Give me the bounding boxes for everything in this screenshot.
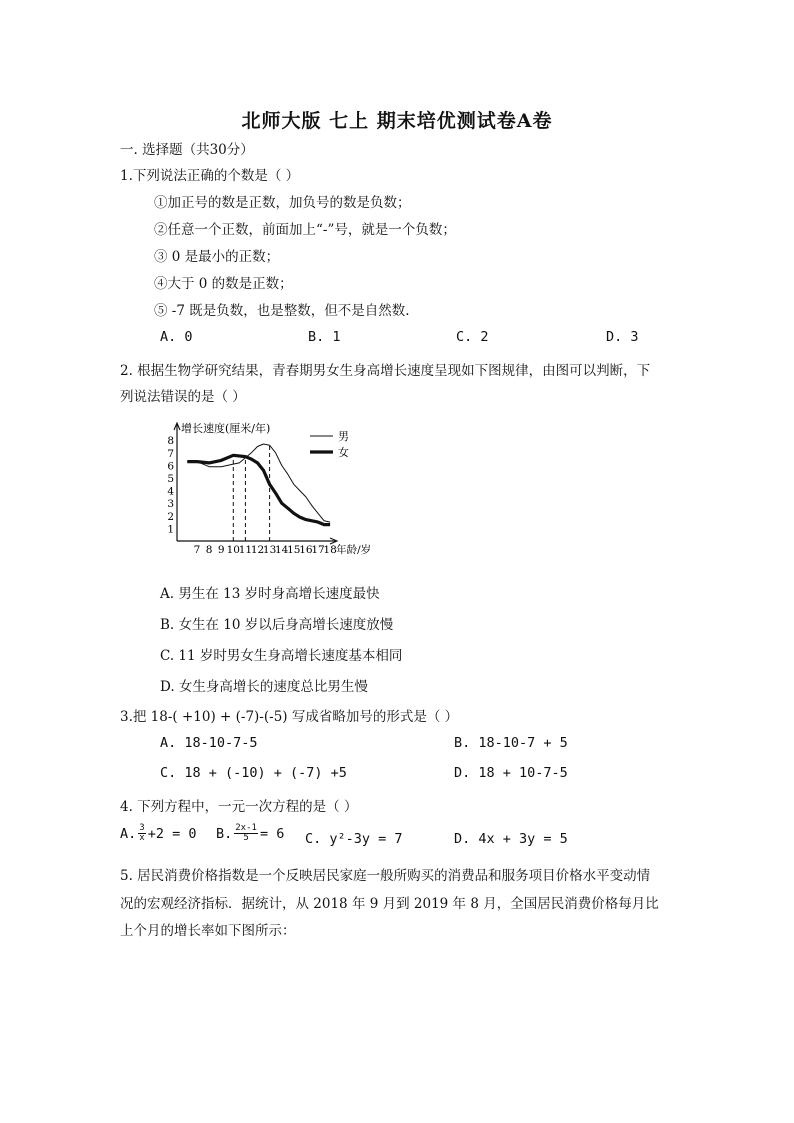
x-tick-label: 8	[205, 544, 213, 556]
y-tick-label: 5	[167, 473, 174, 485]
q2-option-a[interactable]: A. 男生在 13 岁时身高增长速度最快	[160, 586, 380, 602]
q5-line2: 况的宏观经济指标．据统计，从 2018 年 9 月到 2019 年 8 月，全国居民消费价格每月比	[120, 896, 659, 912]
q4-a-numerator: 3	[139, 823, 145, 833]
q4-b-rest: = 6	[259, 825, 285, 842]
q4-option-d[interactable]: D. 4x + 3y = 5	[454, 831, 568, 847]
q1-statement-5: ⑤ -7 既是负数，也是整数，但不是自然数.	[154, 303, 410, 319]
chart-series	[187, 444, 330, 525]
y-tick-label: 1	[167, 523, 174, 536]
q4-b-numerator: 2x-1	[235, 823, 257, 833]
q3-option-b[interactable]: B. 18-10-7 + 5	[454, 735, 568, 751]
q3-option-c[interactable]: C. 18 + (-10) + (-7) +5	[160, 765, 347, 781]
q1-option-c[interactable]: C. 2	[456, 329, 489, 345]
y-tick-label: 8	[167, 435, 174, 448]
q2-option-b[interactable]: B. 女生在 10 岁以后身高增长速度放慢	[160, 617, 394, 633]
x-axis-label: 年龄/岁	[336, 544, 372, 556]
q4-a-rest: +2 = 0	[147, 825, 197, 842]
q5-line3: 上个月的增长率如下图所示：	[120, 923, 296, 939]
q4-a-fraction	[138, 824, 145, 843]
x-tick-label: 9	[217, 544, 225, 556]
q1-option-d[interactable]: D. 3	[606, 329, 639, 345]
q2-stem-line1: 2. 根据生物学研究结果，青春期男女生身高增长速度呈现如下图规律，由图可以判断，下	[120, 363, 651, 379]
series-line-female	[187, 455, 330, 524]
q3-option-d[interactable]: D. 18 + 10-7-5	[454, 765, 568, 781]
q3-option-a[interactable]: A. 18-10-7-5	[160, 735, 258, 751]
x-tick-label: 10	[226, 544, 240, 556]
series-line-male	[187, 444, 330, 522]
q1-statement-2: ②任意一个正数，前面加上“-”号，就是一个负数；	[154, 222, 456, 238]
q2-option-d[interactable]: D. 女生身高增长的速度总比男生慢	[160, 679, 368, 695]
y-tick-label: 2	[167, 510, 174, 523]
chart-axes	[174, 421, 337, 544]
y-tick-label: 6	[167, 460, 174, 473]
q1-option-a[interactable]: A. 0	[160, 329, 193, 345]
q4-b-fraction	[234, 824, 258, 843]
x-tick-label: 14	[275, 544, 289, 556]
y-tick-label: 7	[167, 447, 174, 460]
x-tick-label: 16	[299, 544, 313, 556]
q4-a-label: A.	[120, 825, 137, 842]
legend-label-female: 女	[338, 446, 349, 459]
growth-speed-chart	[155, 418, 385, 560]
q4-b-denominator: 5	[243, 833, 249, 843]
q4-option-a[interactable]	[120, 824, 196, 843]
x-tick-label: 11	[238, 544, 253, 556]
x-tick-label: 12	[250, 544, 265, 556]
section-heading: 一. 选择题（共30分）	[120, 142, 254, 158]
q1-statement-3: ③ 0 是最小的正数；	[154, 249, 280, 265]
y-tick-label: 4	[167, 485, 174, 498]
x-tick-label: 15	[287, 544, 301, 556]
q1-option-b[interactable]: B. 1	[308, 329, 341, 345]
q1-stem: 1.下列说法正确的个数是（ ）	[120, 168, 300, 184]
q2-stem-line2: 列说法错误的是（ ）	[120, 389, 246, 405]
x-tick-label: 18	[323, 544, 337, 556]
document-title: 北师大版 七上 期末培优测试卷A卷	[241, 110, 553, 132]
q4-option-c[interactable]: C. y²-3y = 7	[305, 831, 403, 847]
q5-line1: 5. 居民消费价格指数是一个反映居民家庭一般所购买的消费品和服务项目价格水平变动情	[120, 868, 651, 884]
q4-option-b[interactable]	[216, 824, 284, 843]
x-tick-label: 7	[193, 544, 201, 556]
legend-label-male: 男	[338, 430, 349, 443]
q1-statement-1: ①加正号的数是正数，加负号的数是负数；	[154, 195, 411, 211]
y-tick-label: 3	[167, 498, 174, 511]
q4-a-denominator: x	[139, 833, 145, 843]
q4-stem: 4. 下列方程中，一元一次方程的是（ ）	[120, 799, 358, 815]
x-tick-label: 13	[262, 544, 277, 556]
chart-legend	[310, 430, 349, 459]
x-tick-label: 17	[311, 544, 325, 556]
y-axis-label: 增长速度(厘米/年)	[181, 422, 271, 435]
q2-option-c[interactable]: C. 11 岁时男女生身高增长速度基本相同	[160, 648, 403, 664]
q3-stem: 3.把 18-( +10) + (-7)-(-5) 写成省略加号的形式是（ ）	[120, 709, 459, 725]
q1-statement-4: ④大于 0 的数是正数；	[154, 276, 293, 292]
q4-b-label: B.	[216, 825, 233, 842]
